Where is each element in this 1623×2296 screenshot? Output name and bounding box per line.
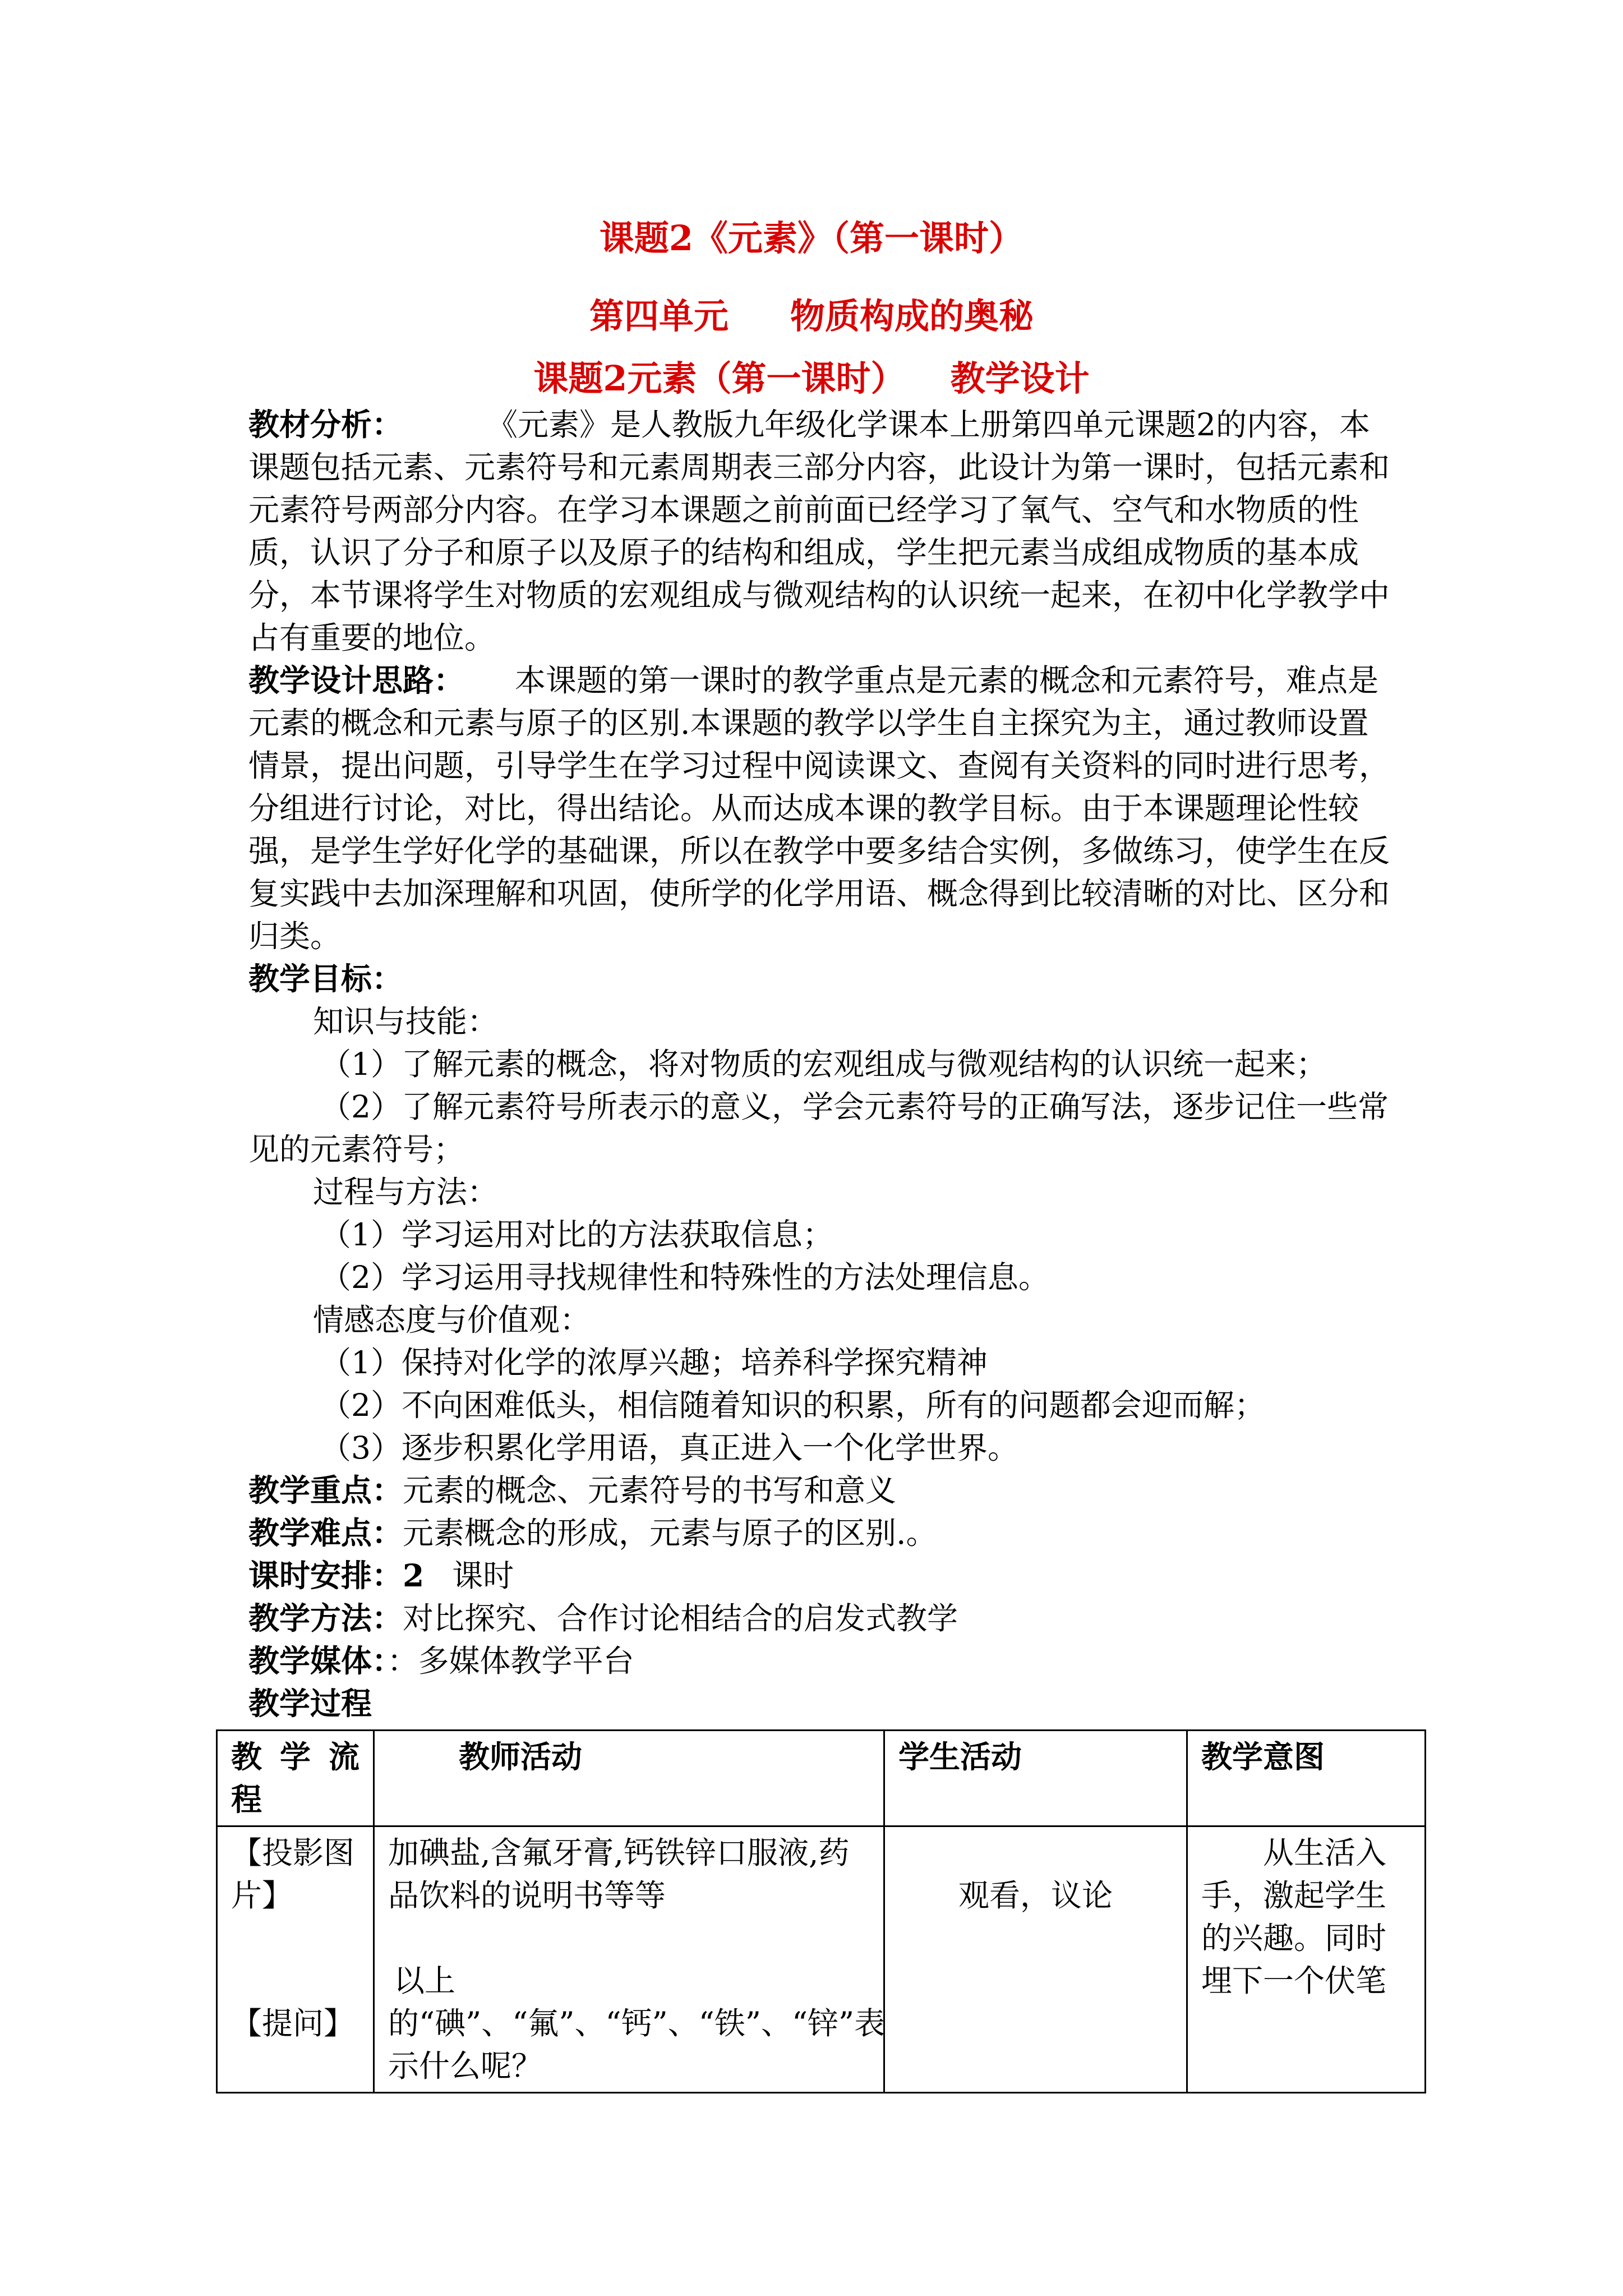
method-text: 对比探究、合作讨论相结合的启发式教学 <box>403 1600 958 1636</box>
media <box>248 1640 1393 1682</box>
header-flow-line2: 程 <box>231 1781 262 1818</box>
media-label: 教学媒体： <box>248 1642 388 1679</box>
goals-label: 教学目标： <box>248 960 403 997</box>
method <box>248 1597 1393 1640</box>
teacher-activity-2: 以上的“碘”、“氟”、“钙”、“铁”、“锌”表示什么呢？ <box>388 1963 886 2084</box>
difficulties <box>248 1512 1393 1554</box>
cell-flow <box>217 1826 374 2093</box>
schedule-label: 课时安排： <box>248 1557 403 1594</box>
design-label: 教学设计思路： <box>248 662 465 698</box>
schedule <box>248 1554 1393 1597</box>
unit-name: 物质构成的奥秘 <box>790 296 1034 337</box>
emotion-item: （2）不向困难低头，相信随着知识的积累，所有的问题都会迎而解； <box>320 1387 1265 1423</box>
difficulties-label: 教学难点： <box>248 1515 403 1551</box>
unit-prefix: 第四单元 <box>589 296 728 337</box>
process-section-heading: 教学过程 <box>248 1685 372 1722</box>
teaching-intent: 从生活入手，激起学生的兴趣。同时埋下一个伏笔 <box>1201 1835 1387 1999</box>
media-text: ：多媒体教学平台 <box>387 1643 634 1679</box>
difficulties-text: 元素概念的形成，元素与原子的区别.。 <box>403 1515 937 1551</box>
key-points-label: 教学重点： <box>248 1472 403 1508</box>
header-flow <box>217 1731 374 1826</box>
cell-student <box>884 1826 1187 2093</box>
header-flow-line1: 教 学 流 <box>231 1738 359 1775</box>
schedule-unit: 课时 <box>452 1558 514 1594</box>
teaching-process-table <box>216 1729 1426 2093</box>
page-title: 课题2《元素》（第一课时） <box>599 218 1024 259</box>
analysis-paragraph <box>248 403 1393 659</box>
table-header-row <box>217 1731 1426 1826</box>
header-intent: 教学意图 <box>1187 1731 1426 1826</box>
emotion-item: （3）逐步积累化学用语，真正进入一个化学世界。 <box>320 1430 1018 1466</box>
method-label: 教学方法： <box>248 1600 403 1636</box>
emotion-heading: 情感态度与价值观： <box>313 1302 591 1338</box>
design-text: 本课题的第一课时的教学重点是元素的概念和元素符号，难点是元素的概念和元素与原子的区别.本课题的教学以学生自主探究为主，通过教师设置情景，提出问题，引导学生在学习过程中阅读课文、查阅有关资料的同时进行思考，分组进行讨论，对比，得出结论。从而达成本课的教学目标。由于本课题理论性较强，是学生学好化学的基础课，所以在教学中要多结合实例，多做练习，使学生在反复实践中去加深理解和巩固，使所学的化学用语、概念得到比较清晰的对比、区分和归类。 <box>248 662 1390 954</box>
process-item: （1）学习运用对比的方法获取信息； <box>320 1217 833 1253</box>
unit-title <box>0 294 1623 339</box>
lesson-title <box>0 356 1623 401</box>
teacher-activity-1: 加碘盐,含氟牙膏,钙铁锌口服液,药品饮料的说明书等等 <box>388 1835 850 1913</box>
knowledge-heading: 知识与技能： <box>313 1004 499 1039</box>
key-points <box>248 1469 1393 1512</box>
flow-step-question: 【提问】 <box>231 2005 355 2041</box>
cell-teacher <box>374 1826 884 2093</box>
process-item: （2）学习运用寻找规律性和特殊性的方法处理信息。 <box>320 1259 1049 1295</box>
analysis-label: 教材分析： <box>248 406 403 443</box>
emotion-item: （1）保持对化学的浓厚兴趣；培养科学探究精神 <box>320 1345 988 1381</box>
header-student: 学生活动 <box>884 1731 1187 1826</box>
lesson-prefix: 课题2元素（第一课时） <box>533 358 906 399</box>
lesson-suffix: 教学设计 <box>950 358 1090 399</box>
analysis-text: 《元素》是人教版九年级化学课本上册第四单元课题2的内容，本课题包括元素、元素符号和元素周期表三部分内容，此设计为第一课时，包括元素和元素符号两部分内容。在学习本课题之前前面已经学习了氧气、空气和水物质的性质，认识了分子和原子以及原子的结构和组成，学生把元素当成组成物质的基本成分，本节课将学生对物质的宏观组成与微观结构的认识统一起来，在初中化学教学中占有重要的地位。 <box>248 407 1390 656</box>
process-heading: 过程与方法： <box>313 1174 499 1210</box>
knowledge-item: （1）了解元素的概念，将对物质的宏观组成与微观结构的认识统一起来； <box>320 1046 1327 1082</box>
key-points-text: 元素的概念、元素符号的书写和意义 <box>403 1473 897 1508</box>
cell-intent <box>1187 1826 1426 2093</box>
header-teacher: 教师活动 <box>374 1731 884 1826</box>
flow-step-projection: 【投影图片】 <box>231 1835 355 1913</box>
schedule-number: 2 <box>403 1557 425 1594</box>
design-paragraph <box>248 659 1393 958</box>
student-activity: 观看，议论 <box>958 1878 1113 1913</box>
table-row <box>217 1826 1426 2093</box>
knowledge-item: （2）了解元素符号所表示的意义，学会元素符号的正确写法，逐步记住一些常见的元素符号； <box>248 1089 1389 1167</box>
document-body <box>248 403 1393 1725</box>
